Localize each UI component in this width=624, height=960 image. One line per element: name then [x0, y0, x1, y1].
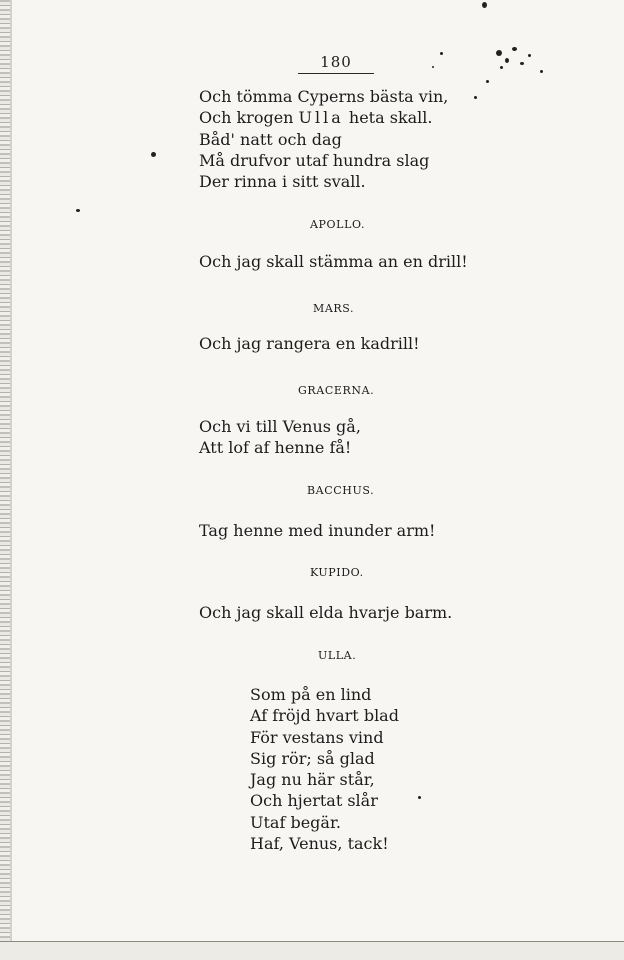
verse-line: Och jag skall stämma an en drill! [199, 252, 468, 271]
verse-line: Af fröjd hvart blad [250, 706, 399, 726]
verse-line: Som på en lind [250, 685, 372, 704]
speaker-ulla: ULLA. [318, 649, 357, 662]
page-bottom-edge [0, 941, 624, 942]
verse-line: Utaf begär. [250, 812, 341, 832]
speaker-apollo: APOLLO. [310, 218, 366, 231]
verse-line: Haf, Venus, tack! [250, 834, 389, 854]
verse-line: Sig rör; så glad [250, 748, 375, 768]
stanza-mars [199, 333, 420, 354]
verse-line-tail: heta skall. [343, 108, 433, 128]
page-number: 180 [320, 53, 352, 71]
stanza-bacchus [199, 520, 435, 541]
verse-line-head: Och krogen [199, 108, 299, 128]
verse-line: Tag henne med inunder arm! [199, 521, 436, 540]
verse-line: Der rinna i sitt svall. [199, 172, 366, 192]
page-bottom-margin [0, 942, 624, 960]
page-gutter [10, 0, 12, 960]
verse-line: Och hjertat slår [250, 791, 378, 811]
book-spine-shadow [0, 0, 10, 960]
stanza-kupido [199, 602, 452, 623]
page-number-rule [298, 73, 374, 74]
opening-stanza [199, 86, 448, 192]
verse-line: Båd' natt och dag [199, 129, 342, 149]
verse-line: Att lof af henne få! [199, 438, 352, 458]
stanza-gracerna [199, 416, 361, 459]
speaker-mars: MARS. [313, 302, 355, 315]
speaker-gracerna: GRACERNA. [298, 384, 375, 397]
verse-line: För vestans vind [250, 727, 384, 747]
speaker-kupido: KUPIDO. [310, 566, 364, 579]
speaker-bacchus: BACCHUS. [307, 484, 375, 497]
stanza-apollo [199, 251, 468, 272]
verse-line [199, 107, 448, 128]
verse-line: Må drufvor utaf hundra slag [199, 150, 430, 170]
verse-line: Och vi till Venus gå, [199, 417, 361, 436]
verse-line: Jag nu här står, [250, 770, 375, 790]
verse-line: Och tömma Cyperns bästa vin, [199, 87, 449, 106]
verse-line: Och jag rangera en kadrill! [199, 334, 420, 353]
verse-line-name: Ulla [298, 108, 344, 128]
stanza-ulla [250, 684, 399, 854]
verse-line: Och jag skall elda hvarje barm. [199, 603, 453, 622]
